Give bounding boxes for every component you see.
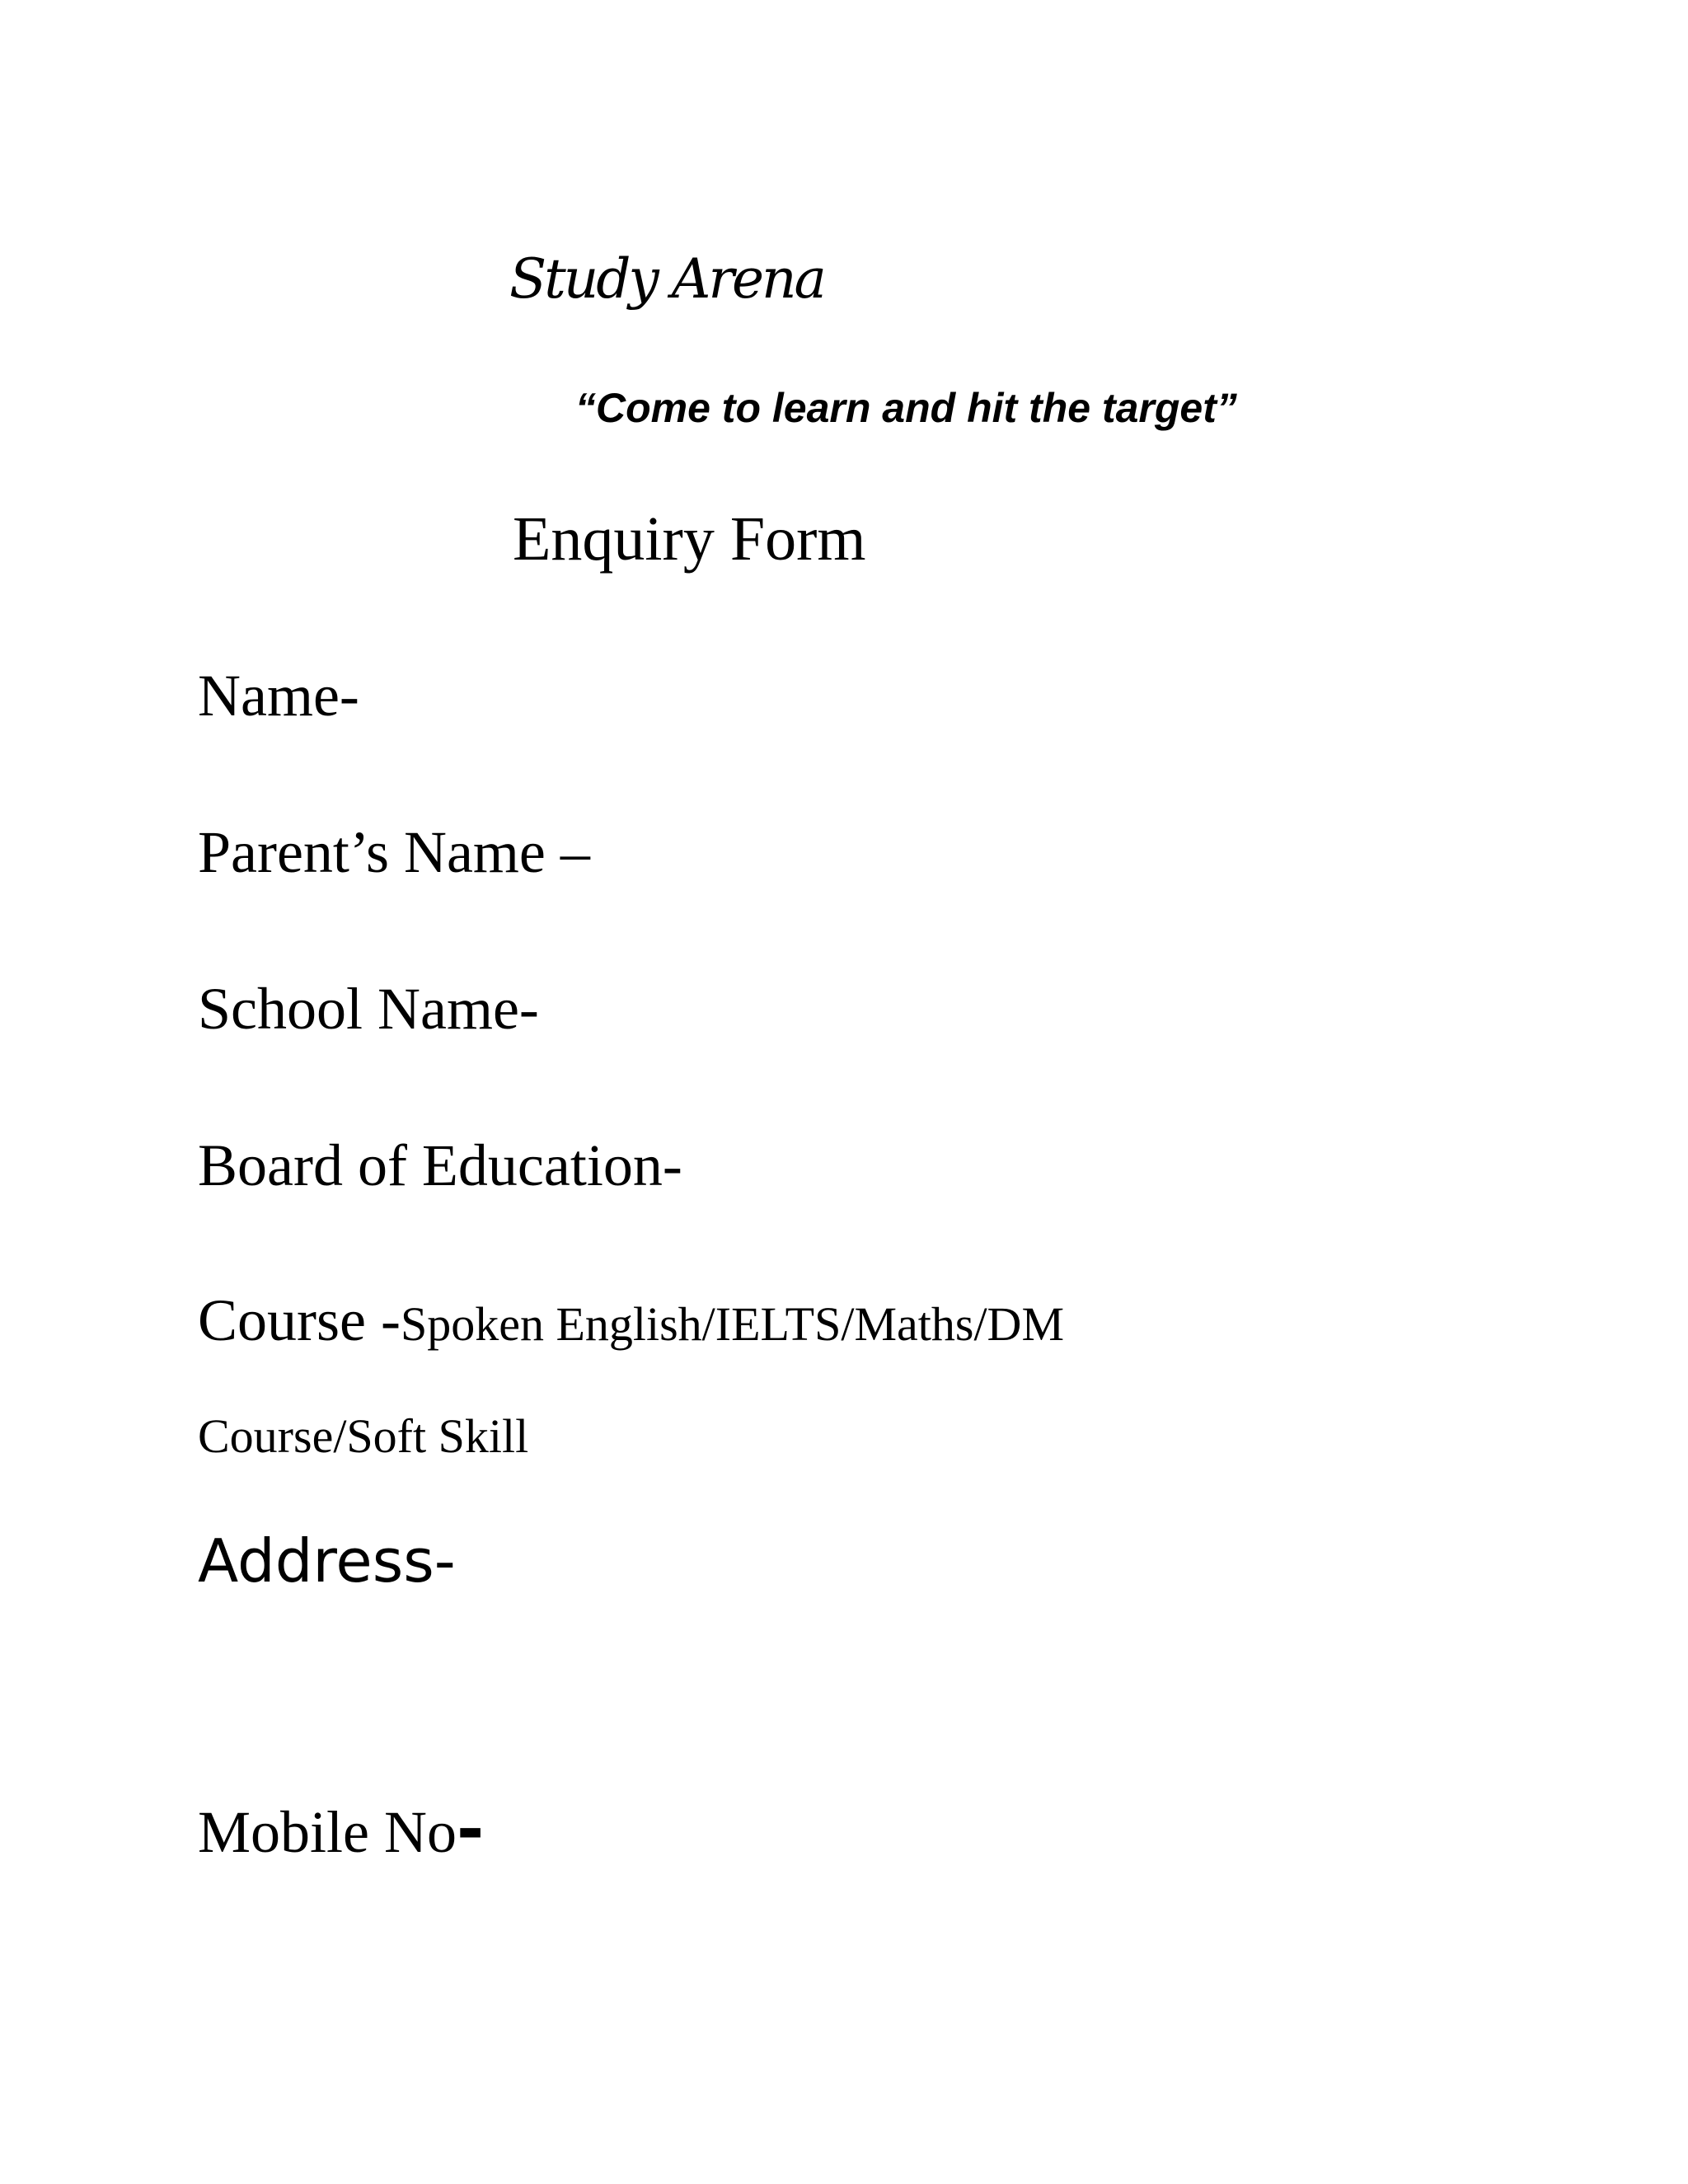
form-title: Enquiry Form <box>513 504 866 574</box>
address-field-label: Address- <box>198 1526 456 1596</box>
course-options: Spoken English/IELTS/Maths/DM <box>400 1297 1065 1351</box>
mobile-field <box>198 1791 485 1868</box>
course-field <box>198 1287 1065 1353</box>
name-field-label: Name- <box>198 663 359 729</box>
mobile-field-label: Mobile No <box>198 1799 457 1865</box>
course-field-label: Course - <box>198 1287 401 1353</box>
tagline: “Come to learn and hit the target” <box>575 385 1237 431</box>
parent-name-field-label: Parent’s Name – <box>198 819 590 885</box>
mobile-field-dash: - <box>456 1791 485 1868</box>
school-name-field-label: School Name- <box>198 976 539 1042</box>
brand-title: Study Arena <box>509 247 824 311</box>
course-options-continued: Course/Soft Skill <box>198 1409 529 1463</box>
board-of-education-field-label: Board of Education- <box>198 1132 682 1198</box>
